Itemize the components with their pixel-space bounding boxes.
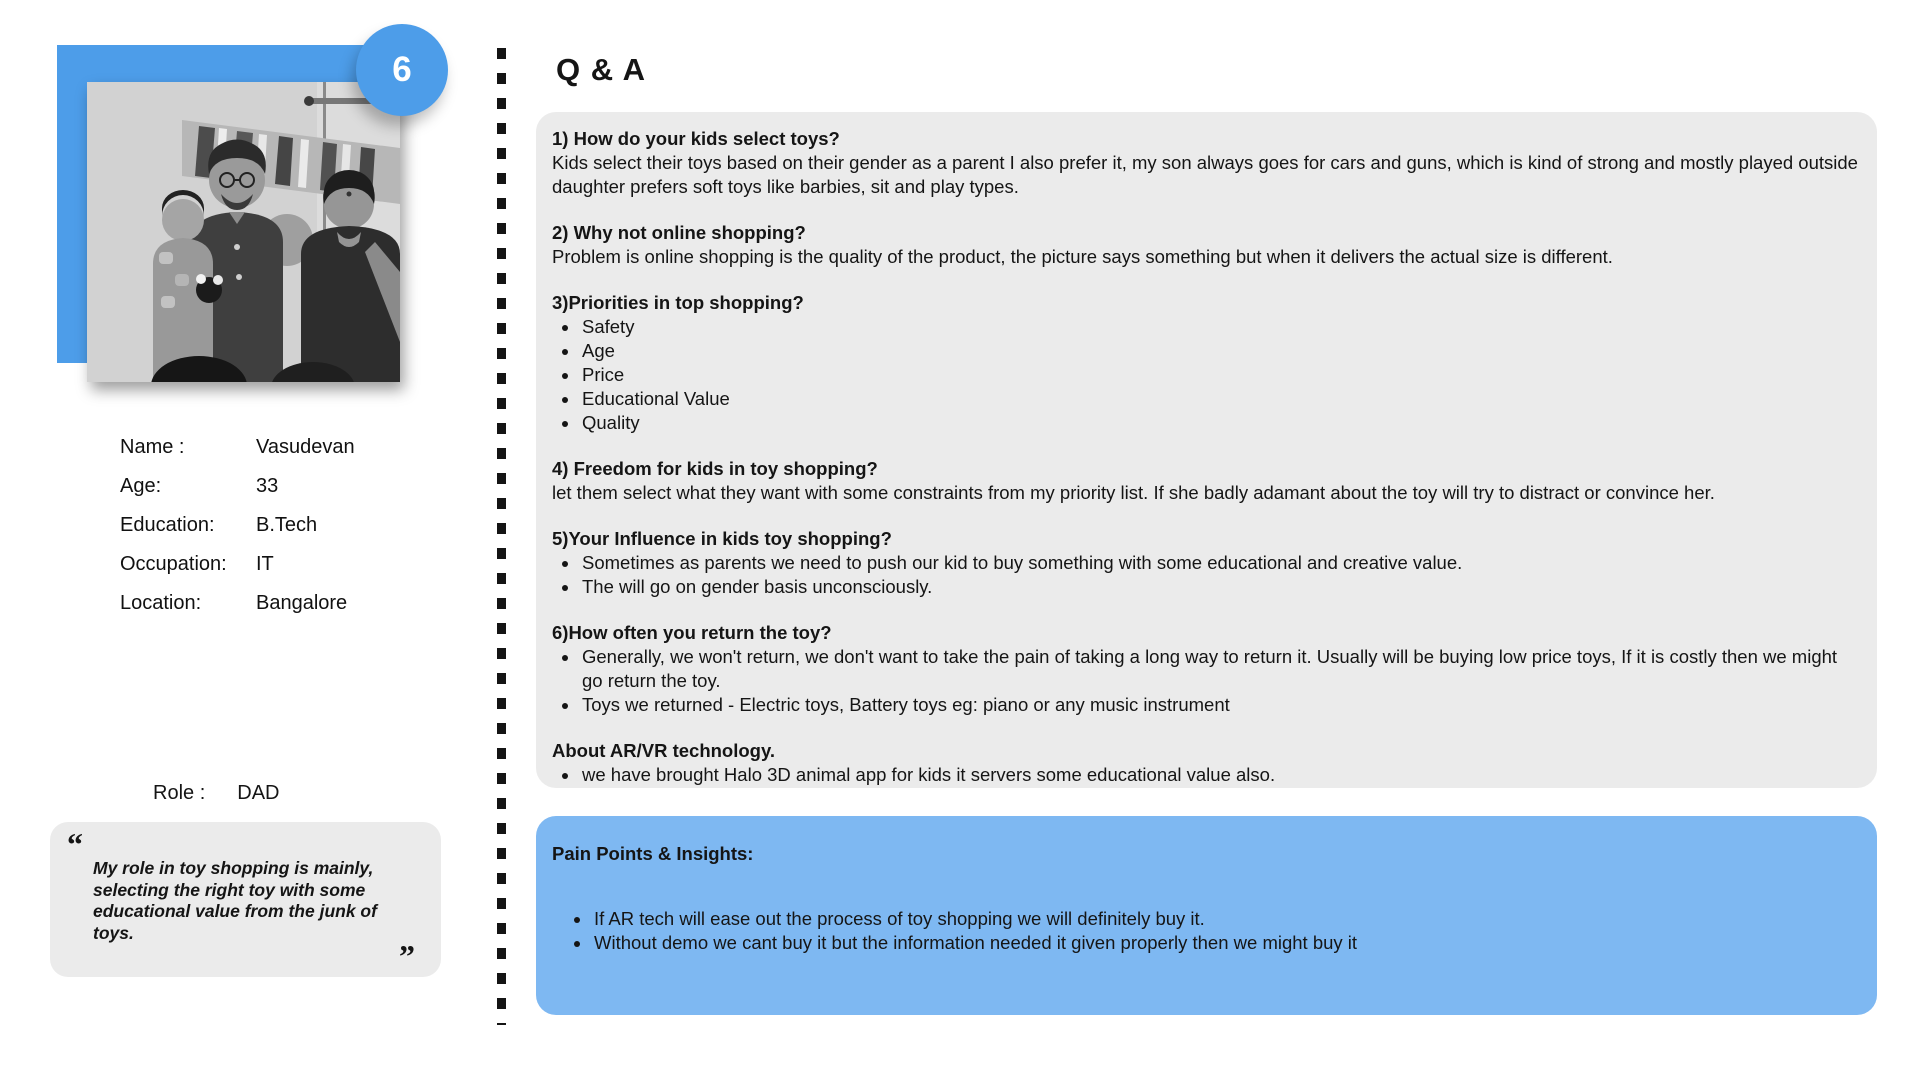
qa-bullet: • Sometimes as parents we need to push our kid to buy something with some educational and creative value. bbox=[580, 551, 1861, 575]
qa-title: Q & A bbox=[556, 52, 646, 87]
profile-fields bbox=[120, 436, 355, 614]
qa-bullet: • Quality bbox=[580, 411, 1861, 435]
qa-section bbox=[552, 127, 1861, 199]
qa-answer: Problem is online shopping is the quality of the product, the picture says something but when it delivers the actual size is different. bbox=[552, 246, 1613, 267]
quote-text bbox=[93, 858, 413, 944]
pain-points-card bbox=[536, 816, 1877, 1015]
profile-photo bbox=[87, 82, 400, 382]
qa-answer: let them select what they want with some constraints from my priority list. If she badly adamant about the toy will try to distract or convince her. bbox=[552, 482, 1715, 503]
qa-question: 5)Your Influence in kids toy shopping? bbox=[552, 528, 892, 549]
pain-point-bullet: • Without demo we cant buy it but the information needed it given properly then we might buy it bbox=[592, 931, 1861, 955]
profile-field-value: 33 bbox=[256, 475, 279, 497]
profile-photo-illustration bbox=[87, 82, 400, 382]
persona-number: 6 bbox=[392, 50, 412, 89]
qa-question: 3)Priorities in top shopping? bbox=[552, 292, 804, 313]
qa-bullet-list bbox=[552, 551, 1861, 599]
qa-bullet: • Age bbox=[580, 339, 1861, 363]
qa-question: 6)How often you return the toy? bbox=[552, 622, 832, 643]
dotted-divider bbox=[497, 48, 506, 1025]
open-quote-icon: “ bbox=[67, 826, 83, 862]
profile-field-label: Location: bbox=[120, 592, 202, 614]
qa-bullet: • Safety bbox=[580, 315, 1861, 339]
role-row bbox=[153, 782, 279, 805]
qa-bullet: • Toys we returned - Electric toys, Battery toys eg: piano or any music instrument bbox=[580, 693, 1861, 717]
profile-field-label: Education: bbox=[120, 514, 215, 536]
qa-question: 1) How do your kids select toys? bbox=[552, 128, 840, 149]
profile-field-value: Bangalore bbox=[256, 592, 348, 614]
qa-bullet: • we have brought Halo 3D animal app for kids it servers some educational value also. bbox=[580, 763, 1861, 787]
profile-field-label: Name : bbox=[120, 436, 185, 458]
qa-bullet: • The will go on gender basis unconsciously. bbox=[580, 575, 1861, 599]
quote-line: educational value from the junk of toys. bbox=[93, 901, 377, 943]
qa-section bbox=[552, 457, 1861, 505]
profile-field-value: IT bbox=[256, 553, 274, 575]
pain-point-bullet: • If AR tech will ease out the process of toy shopping we will definitely buy it. bbox=[592, 907, 1861, 931]
qa-bullet: • Price bbox=[580, 363, 1861, 387]
pain-points-title: Pain Points & Insights: bbox=[552, 843, 754, 864]
quote-line: selecting the right toy with some bbox=[93, 879, 366, 900]
qa-bullet-list bbox=[552, 645, 1861, 717]
quote-line: My role in toy shopping is mainly, bbox=[93, 858, 374, 878]
profile-field-value: B.Tech bbox=[256, 514, 318, 536]
pain-points-list bbox=[552, 907, 1861, 955]
qa-question: 2) Why not online shopping? bbox=[552, 222, 806, 243]
qa-answer: Kids select their toys based on their gender as a parent I also prefer it, my son always goes for cars and guns, which is kind of strong and mostly played outside daughter prefers soft toys like barbies, sit and play types. bbox=[552, 152, 1858, 197]
qa-section bbox=[552, 621, 1861, 717]
role-label: Role : bbox=[153, 782, 206, 804]
qa-section bbox=[552, 221, 1861, 269]
qa-bullet-list bbox=[552, 315, 1861, 435]
qa-question: 4) Freedom for kids in toy shopping? bbox=[552, 458, 878, 479]
profile-field-value: Vasudevan bbox=[256, 436, 355, 458]
qa-section bbox=[552, 527, 1861, 599]
profile-field-label: Occupation: bbox=[120, 553, 227, 575]
role-value: DAD bbox=[237, 782, 280, 804]
qa-bullet: • Generally, we won't return, we don't want to take the pain of taking a long way to return it. Usually will be buying low price toys, If it is costly then we might go return the toy. bbox=[580, 645, 1861, 693]
qa-section bbox=[552, 739, 1861, 787]
close-quote-icon: ” bbox=[399, 938, 415, 974]
persona-number-badge bbox=[356, 24, 448, 116]
profile-field-label: Age: bbox=[120, 475, 162, 497]
qa-sections bbox=[552, 127, 1861, 787]
qa-section bbox=[552, 291, 1861, 435]
quote-card bbox=[50, 822, 441, 977]
qa-bullet: • Educational Value bbox=[580, 387, 1861, 411]
qa-question: About AR/VR technology. bbox=[552, 740, 776, 761]
qa-bullet-list bbox=[552, 763, 1861, 787]
qa-card bbox=[536, 112, 1877, 788]
